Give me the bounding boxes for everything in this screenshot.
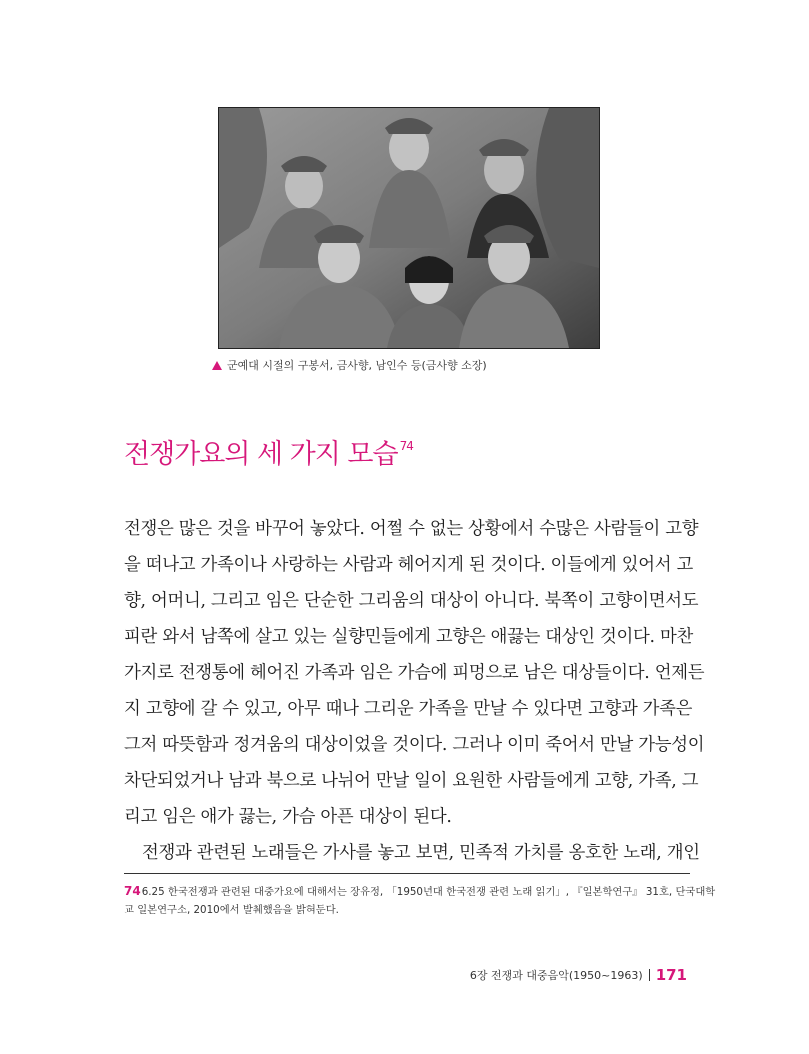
triangle-bullet-icon <box>212 361 222 370</box>
caption-text: 군예대 시절의 구봉서, 금사향, 남인수 등(금사향 소장) <box>227 359 487 372</box>
body-text <box>124 514 705 874</box>
footnote-text-1: 6.25 한국전쟁과 관련된 대중가요에 대해서는 장유정, 「1950년대 한국전쟁 관련 노래 읽기」, 『일본학연구』 31호, 단국대학 <box>141 886 716 898</box>
body-line: 피란 와서 남쪽에 살고 있는 실향민들에게 고향은 애끓는 대상인 것이다. 마찬 <box>124 627 693 647</box>
body-line: 차단되었거나 남과 북으로 나뉘어 만날 일이 요원한 사람들에게 고향, 가족, 그 <box>124 771 699 791</box>
section-title-text: 전쟁가요의 세 가지 모습 <box>124 439 398 470</box>
body-line: 전쟁은 많은 것을 바꾸어 놓았다. 어쩔 수 없는 상황에서 수많은 사람들이 고향 <box>124 519 699 539</box>
page-number: 171 <box>655 966 687 984</box>
page-footer <box>470 966 687 984</box>
chapter-title: 6장 전쟁과 대중음악(1950~1963) <box>469 969 643 982</box>
footnote-ref: 74 <box>399 439 413 453</box>
footnote-number: 74 <box>124 884 141 898</box>
body-line: 그저 따뜻함과 정겨움의 대상이었을 것이다. 그러나 이미 죽어서 만날 가능성이 <box>124 735 705 755</box>
footnote-line-2: 교 일본연구소, 2010에서 발췌했음을 밝혀둔다. <box>124 904 339 916</box>
body-line: 전쟁과 관련된 노래들은 가사를 놓고 보면, 민족적 가치를 옹호한 노래, 개인 <box>142 843 700 863</box>
group-photo-image <box>219 108 599 348</box>
body-line: 을 떠나고 가족이나 사랑하는 사람과 헤어지게 된 것이다. 이들에게 있어서 고 <box>124 555 693 575</box>
footnote <box>124 882 716 919</box>
body-line: 지 고향에 갈 수 있고, 아무 때나 그리운 가족을 만날 수 있다면 고향과 가족은 <box>124 699 693 719</box>
body-line: 향, 어머니, 그리고 임은 단순한 그리움의 대상이 아니다. 북쪽이 고향이면서도 <box>124 591 699 611</box>
historical-group-photo <box>218 107 600 349</box>
footnote-divider <box>124 873 690 874</box>
body-line: 가지로 전쟁통에 헤어진 가족과 임은 가슴에 피멍으로 남은 대상들이다. 언제든 <box>124 663 705 683</box>
footnote-line-1 <box>124 882 716 901</box>
photo-caption <box>212 357 692 373</box>
footer-divider <box>649 969 650 981</box>
section-title <box>124 432 413 471</box>
body-line: 리고 임은 애가 끓는, 가슴 아픈 대상이 된다. <box>124 807 452 827</box>
